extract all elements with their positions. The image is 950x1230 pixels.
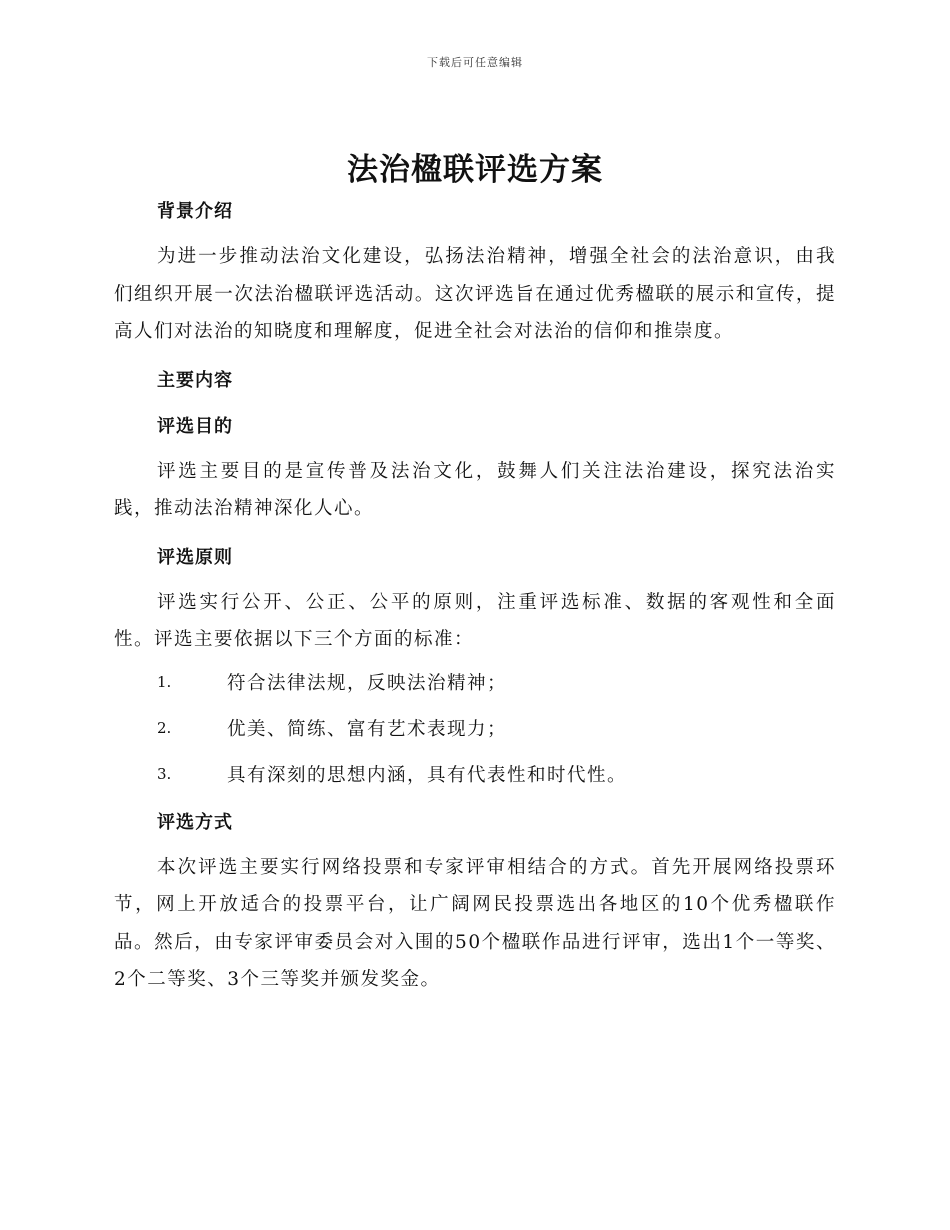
document-title: 法治楹联评选方案 bbox=[347, 152, 603, 188]
list-item-text: 符合法律法规，反映法治精神； bbox=[227, 672, 508, 694]
paragraph-principles: 评选实行公开、公正、公平的原则，注重评选标准、数据的客观性和全面性。评选主要依据以下三个方面的标准： bbox=[114, 591, 836, 650]
document-body bbox=[114, 196, 836, 999]
spacer bbox=[114, 839, 836, 849]
paragraph-method: 本次评选主要实行网络投票和专家评审相结合的方式。首先开展网络投票环节，网上开放适合的投票平台，让广阔网民投票选出各地区的10个优秀楹联作品。然后，由专家评审委员会对入围的50个楹联作品进行评审，选出1个一等奖、2个二等奖、3个三等奖并颁发奖金。 bbox=[114, 856, 836, 990]
list-item-text: 具有深刻的思想内涵，具有代表性和时代性。 bbox=[227, 764, 628, 786]
spacer bbox=[114, 397, 836, 411]
section-heading-principles: 评选原则 bbox=[157, 546, 233, 568]
spacer bbox=[114, 351, 836, 365]
section-heading-method: 评选方式 bbox=[157, 811, 233, 833]
list-item-text: 优美、简练、富有艺术表现力； bbox=[227, 718, 508, 740]
section-heading-purpose: 评选目的 bbox=[157, 415, 233, 437]
section-heading-main: 主要内容 bbox=[157, 369, 233, 391]
list-item-number: 1. bbox=[157, 672, 172, 691]
spacer bbox=[114, 528, 836, 542]
paragraph-purpose: 评选主要目的是宣传普及法治文化，鼓舞人们关注法治建设，探究法治实践，推动法治精神深化人心。 bbox=[114, 460, 836, 519]
spacer bbox=[114, 574, 836, 584]
list-item-number: 2. bbox=[157, 718, 172, 737]
spacer bbox=[114, 797, 836, 807]
list-item-criterion-1 bbox=[114, 659, 836, 705]
list-item-number: 3. bbox=[157, 764, 172, 783]
list-item-criterion-3 bbox=[114, 751, 836, 797]
spacer bbox=[114, 443, 836, 453]
list-item-criterion-2 bbox=[114, 705, 836, 751]
page-header-note: 下载后可任意编辑 bbox=[427, 56, 523, 69]
paragraph-background: 为进一步推动法治文化建设，弘扬法治精神，增强全社会的法治意识，由我们组织开展一次法治楹联评选活动。这次评选旨在通过优秀楹联的展示和宣传，提高人们对法治的知晓度和理解度，促进全社会对法治的信仰和推崇度。 bbox=[114, 246, 836, 342]
spacer bbox=[114, 228, 836, 238]
section-heading-background: 背景介绍 bbox=[157, 201, 233, 222]
